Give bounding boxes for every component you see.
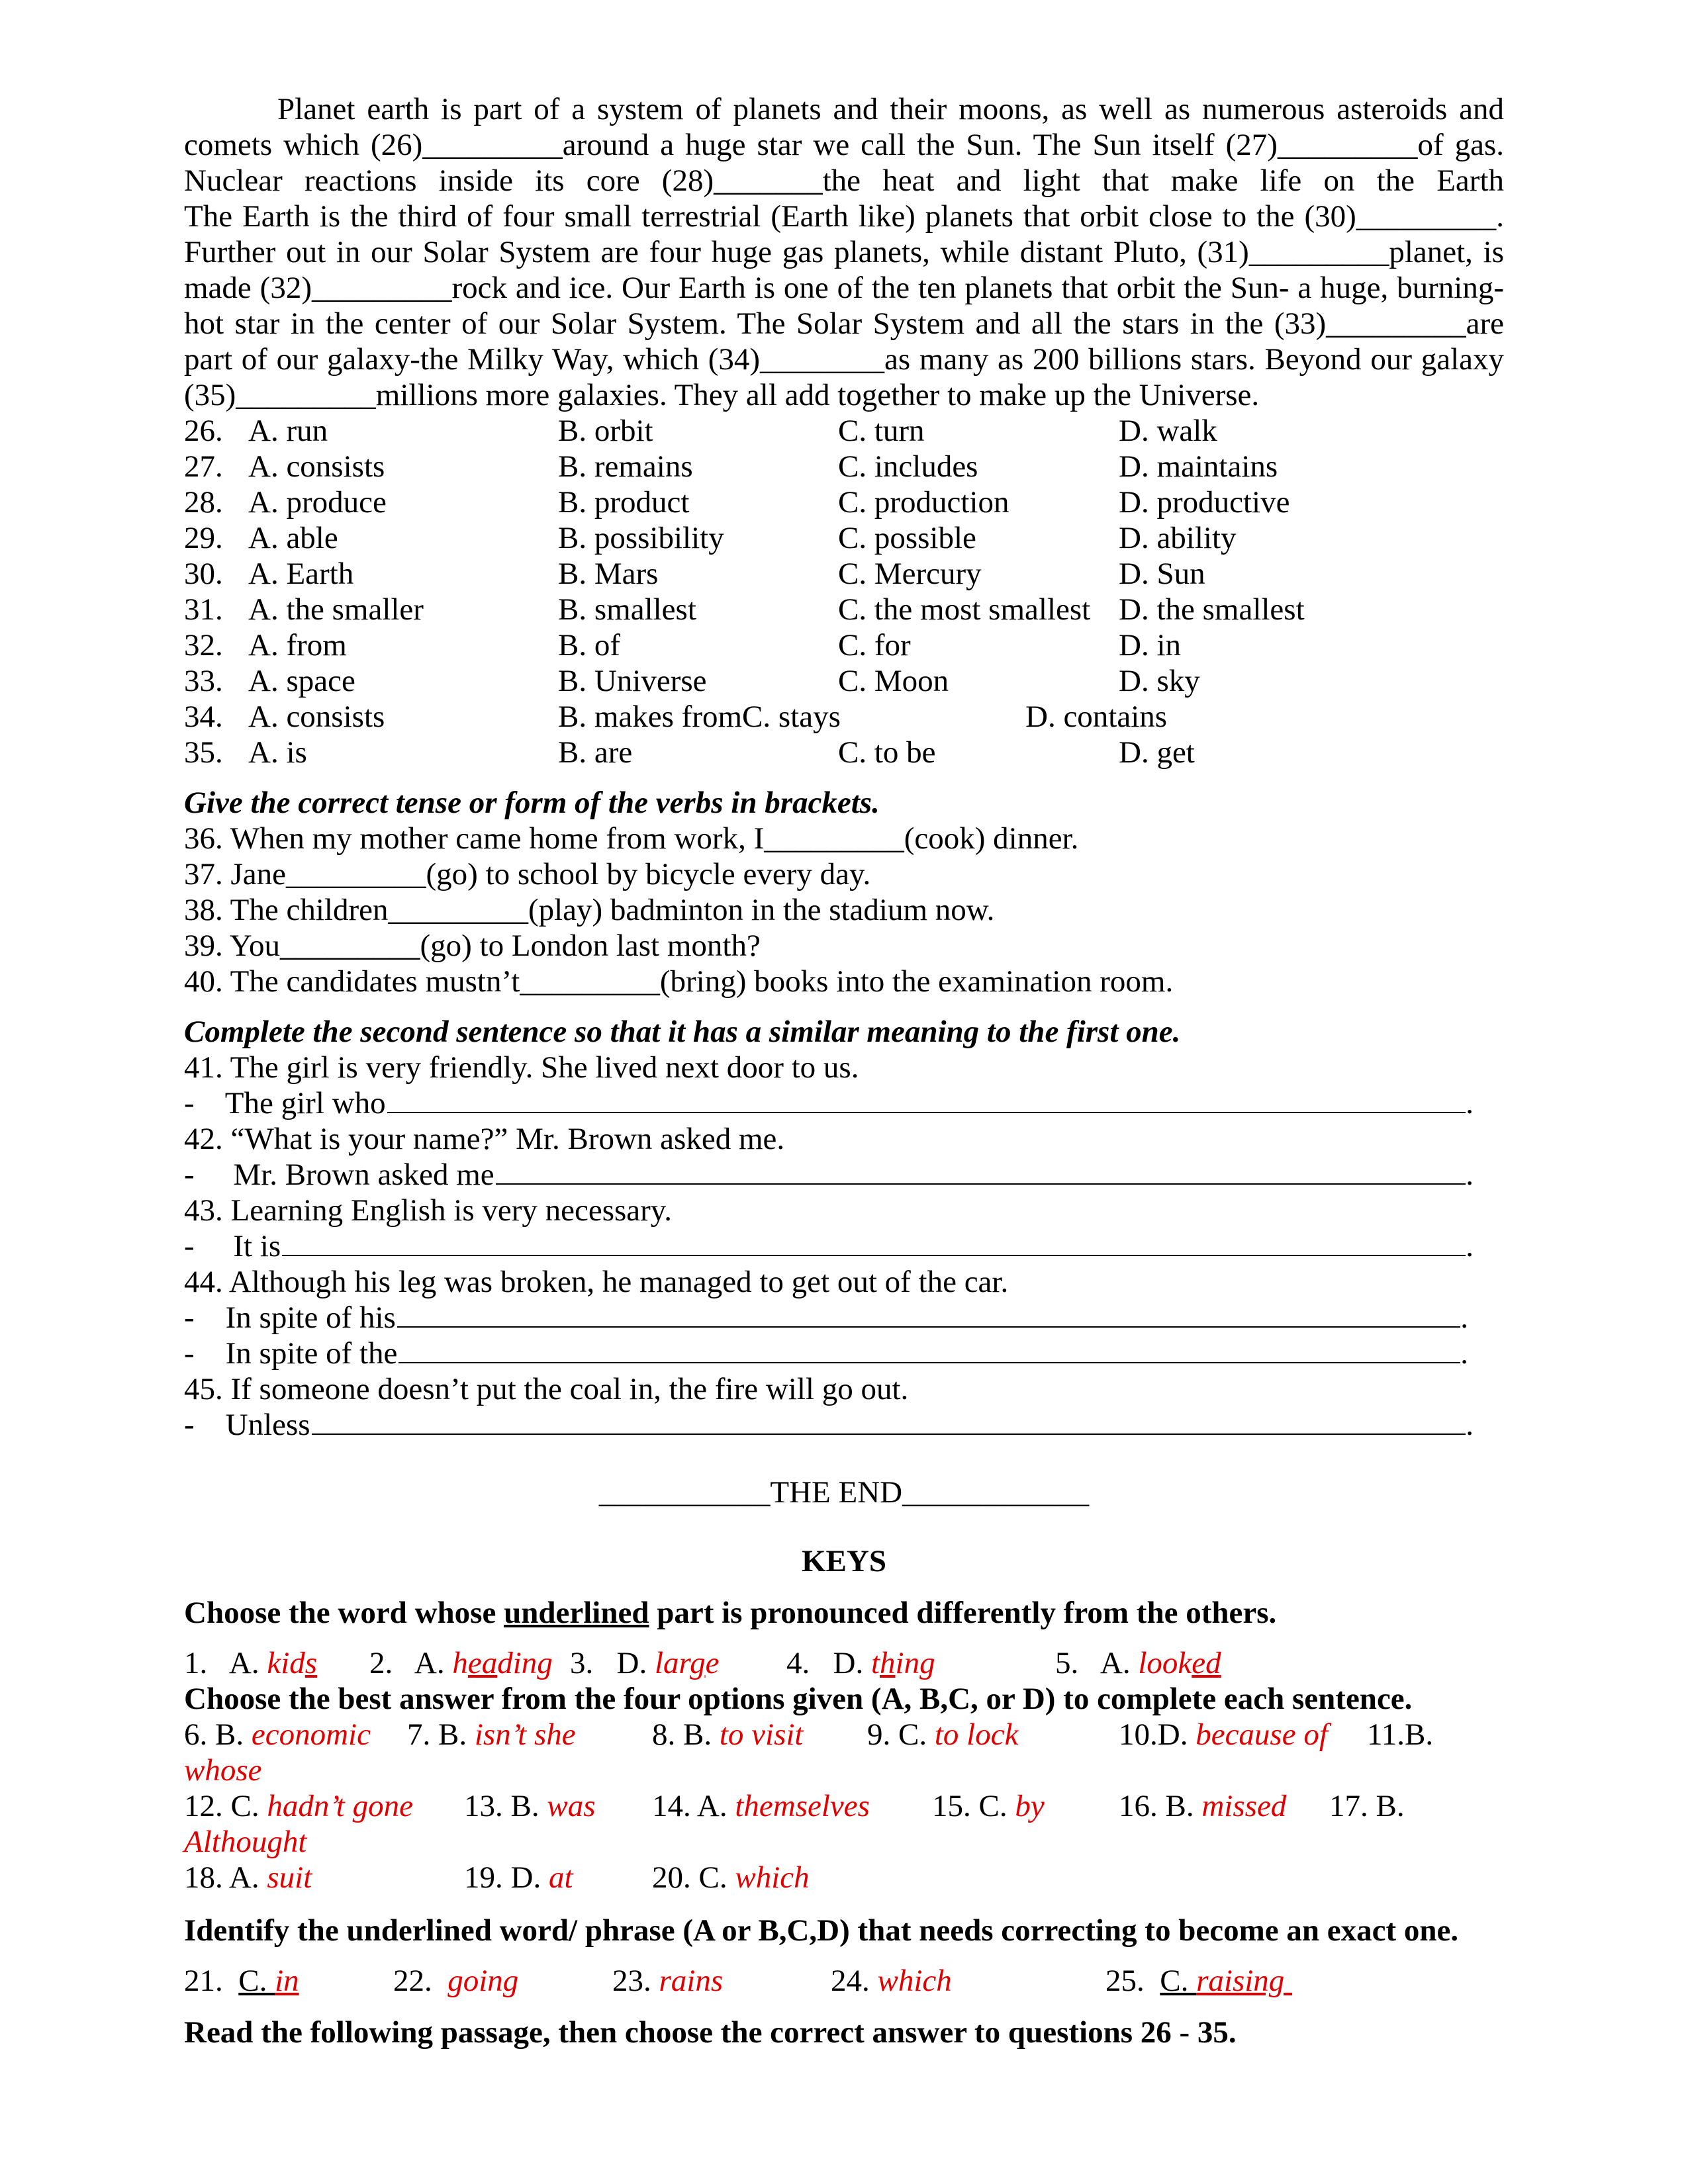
key-item — [1055, 1645, 1221, 1681]
options-list — [184, 413, 1504, 770]
option-b: B. orbit — [558, 414, 653, 448]
option-d: D. walk — [1119, 414, 1217, 448]
question-number: 34. — [184, 700, 223, 734]
question-number: 35. — [184, 735, 223, 770]
option-b: B. smallest — [558, 592, 696, 627]
key-underlined-part: ea — [467, 1646, 498, 1680]
option-b: B. Universe — [558, 664, 707, 698]
key-answer-rest: ing — [895, 1646, 935, 1680]
option-a: A. space — [248, 664, 355, 698]
key-item — [1367, 1717, 1433, 1752]
option-d: D. get — [1119, 735, 1195, 770]
question: 44. Although his leg was broken, he managed to get out of the car. — [184, 1265, 1009, 1299]
option-d: D. ability — [1119, 521, 1237, 555]
option-d: D. maintains — [1119, 449, 1278, 484]
key-answer: in — [275, 1964, 299, 1998]
option-a: A. consists — [248, 449, 385, 484]
section-heading: Give the correct tense or form of the verbs in brackets. — [184, 786, 880, 820]
answer-line — [184, 1157, 1474, 1193]
key-item — [570, 1645, 719, 1681]
key-item — [184, 1717, 371, 1752]
question-number: 30. — [184, 557, 223, 591]
option-row — [184, 592, 1504, 627]
question: 41. The girl is very friendly. She lived next door to us. — [184, 1050, 859, 1085]
keys-row — [184, 1860, 1504, 1895]
key-answer: rains — [659, 1964, 724, 1998]
key-item — [1119, 1788, 1286, 1824]
key-item — [184, 1645, 317, 1681]
option-d: D. Sun — [1119, 557, 1205, 591]
period: . — [1466, 1086, 1474, 1120]
key-underlined-part: h — [880, 1646, 896, 1680]
key-answer: economic — [251, 1717, 371, 1752]
key-answer: whose — [184, 1753, 262, 1788]
option-c: C. possible — [838, 521, 976, 555]
key-label: 13. B. — [464, 1789, 547, 1823]
period: . — [1460, 1336, 1468, 1371]
question-number: 27. — [184, 449, 223, 484]
key-answer: was — [547, 1789, 596, 1823]
key-answer-rest: e — [705, 1646, 720, 1680]
key-label: 18. A. — [184, 1860, 267, 1895]
key-answer: hadn’t gone — [267, 1789, 413, 1823]
key-label: 15. C. — [932, 1789, 1015, 1823]
option-row — [184, 627, 1504, 663]
key-item — [464, 1860, 573, 1895]
question: 42. “What is your name?” Mr. Brown asked me. — [184, 1122, 785, 1156]
period: . — [1466, 1158, 1474, 1192]
option-a: A. able — [248, 521, 338, 555]
key-item — [1105, 1963, 1292, 1999]
keys-row — [184, 1645, 1504, 1681]
key-answer: to lock — [934, 1717, 1019, 1752]
question-number: 26. — [184, 414, 223, 448]
period: . — [1460, 1300, 1468, 1335]
answer-blank — [387, 1085, 1466, 1113]
key-underlined-part: ed — [1192, 1646, 1221, 1680]
key-item — [184, 1860, 312, 1895]
passage — [184, 91, 1504, 413]
option-row — [184, 663, 1504, 699]
question-number: 28. — [184, 485, 223, 520]
key-label: 5. A. — [1055, 1646, 1139, 1680]
key-item — [369, 1645, 553, 1681]
key-label: 20. C. — [652, 1860, 735, 1895]
key-label: 6. B. — [184, 1717, 252, 1752]
question-number: 33. — [184, 664, 223, 698]
option-d: D. productive — [1119, 485, 1290, 520]
key-answer: to visit — [719, 1717, 804, 1752]
key-answer: raising — [1196, 1964, 1293, 1998]
question: 45. If someone doesn’t put the coal in, the fire will go out. — [184, 1372, 909, 1406]
option-row — [184, 520, 1504, 556]
keys-title: KEYS — [802, 1544, 886, 1578]
key-label: 10.D. — [1119, 1717, 1196, 1752]
passage-line: The Earth is the third of four small terrestrial (Earth like) planets that orbit close to the (30)_________. — [184, 199, 1504, 234]
option-row — [184, 484, 1504, 520]
question: 40. The candidates mustn’t_________(bring) books into the examination room. — [184, 964, 1174, 999]
option-a: A. run — [248, 414, 328, 448]
key-item — [786, 1645, 935, 1681]
key-answer: h — [452, 1646, 468, 1680]
question: 38. The children_________(play) badminton in the stadium now. — [184, 893, 995, 927]
answer-line — [184, 1336, 1468, 1371]
key-label: 17. B. — [1329, 1789, 1405, 1823]
key-answer-rest: ding — [497, 1646, 553, 1680]
option-d: D. contains — [1025, 700, 1168, 734]
key-answer: t — [870, 1646, 880, 1680]
key-item — [652, 1717, 804, 1752]
answer-blank — [496, 1157, 1466, 1185]
document-page — [184, 91, 1504, 2050]
option-b: B. product — [558, 485, 690, 520]
option-a: A. produce — [248, 485, 387, 520]
passage-line: Nuclear reactions inside its core (28)_______the heat and light that make life on the Earth — [184, 163, 1504, 198]
keys-row — [184, 1788, 1504, 1824]
key-label: 8. B. — [652, 1717, 720, 1752]
key-label: 24. — [831, 1964, 878, 1998]
option-a: A. from — [248, 628, 347, 662]
key-label: 3. D. — [570, 1646, 655, 1680]
key-answer: look — [1138, 1646, 1192, 1680]
question: 39. You_________(go) to London last month? — [184, 929, 761, 963]
key-answer: kid — [267, 1646, 305, 1680]
section-heading: Complete the second sentence so that it has a similar meaning to the first one. — [184, 1015, 1181, 1049]
answer-line — [184, 1228, 1474, 1264]
passage-line: comets which (26)_________around a huge star we call the Sun. The Sun itself (27)_________of gas. — [184, 128, 1504, 162]
option-b: B. remains — [558, 449, 693, 484]
key-item — [393, 1963, 518, 1999]
key-label: 7. B. — [407, 1717, 475, 1752]
period: . — [1466, 1408, 1474, 1442]
answer-line — [184, 1407, 1474, 1443]
question: 36. When my mother came home from work, I_________(cook) dinner. — [184, 821, 1079, 856]
the-end: ___________THE END____________ — [598, 1475, 1090, 1510]
key-label: 19. D. — [464, 1860, 549, 1895]
key-item — [1119, 1717, 1328, 1752]
option-b: B. are — [558, 735, 633, 770]
key-answer: themselves — [735, 1789, 870, 1823]
question-number: 32. — [184, 628, 223, 662]
option-a: A. is — [248, 735, 307, 770]
key-item — [407, 1717, 576, 1752]
key-label: 16. B. — [1119, 1789, 1202, 1823]
option-c: C. the most smallest — [838, 592, 1091, 627]
key-item — [867, 1717, 1018, 1752]
passage-line: (35)_________millions more galaxies. They all add together to make up the Universe. — [184, 378, 1260, 412]
question-number: 31. — [184, 592, 223, 627]
option-c: C. to be — [838, 735, 936, 770]
option-a: A. consists — [248, 700, 385, 734]
key-answer: at — [548, 1860, 573, 1895]
key-label: 23. — [612, 1964, 659, 1998]
key-label: 25. — [1105, 1964, 1160, 1998]
option-d: D. sky — [1119, 664, 1200, 698]
key-underlined-part: g — [690, 1646, 706, 1680]
option-b: B. of — [558, 628, 620, 662]
question: 37. Jane_________(go) to school by bicycle every day. — [184, 857, 871, 891]
option-b: B. possibility — [558, 521, 724, 555]
option-c: C. Mercury — [838, 557, 982, 591]
option-row — [184, 699, 1504, 735]
passage-line: Planet earth is part of a system of planets and their moons, as well as numerous asteroids and — [277, 92, 1504, 126]
key-item — [932, 1788, 1045, 1824]
key-answer: which — [735, 1860, 810, 1895]
answer-prompt: - It is — [184, 1229, 281, 1263]
key-answer: which — [877, 1964, 952, 1998]
key-item — [652, 1860, 810, 1895]
key-answer: by — [1015, 1789, 1045, 1823]
option-c: C. includes — [838, 449, 978, 484]
passage-line: hot star in the center of our Solar System. The Solar System and all the stars in the (33)_________are — [184, 306, 1504, 341]
key-underlined-part: s — [305, 1646, 318, 1680]
key-label: 22. — [393, 1964, 448, 1998]
option-c: C. Moon — [838, 664, 949, 698]
question-number: 29. — [184, 521, 223, 555]
answer-prompt: - In spite of the — [184, 1336, 398, 1371]
answer-blank — [397, 1300, 1460, 1328]
period: . — [1466, 1229, 1474, 1263]
key-item — [184, 1963, 299, 1999]
key-label: 14. A. — [652, 1789, 735, 1823]
key-answer: going — [447, 1964, 519, 1998]
key-answer: lar — [654, 1646, 690, 1680]
passage-line: made (32)_________rock and ice. Our Earth is one of the ten planets that orbit the Sun- a huge, burning- — [184, 271, 1504, 305]
answer-prompt: - Mr. Brown asked me — [184, 1158, 494, 1192]
keys-heading: Identify the underlined word/ phrase (A or B,C,D) that needs correcting to become an exact one. — [184, 1913, 1459, 1948]
answer-blank — [282, 1228, 1466, 1256]
answer-prompt: - The girl who — [184, 1086, 386, 1120]
key-label: 11.B. — [1367, 1717, 1434, 1752]
option-d: D. in — [1119, 628, 1181, 662]
passage-line: Further out in our Solar System are four huge gas planets, while distant Pluto, (31)_________planet, is — [184, 235, 1504, 269]
option-row — [184, 556, 1504, 592]
keys-heading: Read the following passage, then choose the correct answer to questions 26 - 35. — [184, 2015, 1237, 2050]
key-option: C. — [238, 1964, 275, 1998]
keys-heading: Choose the word whose underlined part is pronounced differently from the others. — [184, 1596, 1277, 1630]
keys-heading: Choose the best answer from the four options given (A, B,C, or D) to complete each sentence. — [184, 1682, 1413, 1716]
answer-blank — [312, 1407, 1466, 1435]
key-item — [1329, 1788, 1405, 1824]
answer-line — [184, 1300, 1468, 1336]
key-label: 2. A. — [369, 1646, 453, 1680]
key-label: 12. C. — [184, 1789, 267, 1823]
answer-prompt: - Unless — [184, 1408, 310, 1442]
answer-line — [184, 1085, 1474, 1121]
key-label: 21. — [184, 1964, 239, 1998]
keys-row — [184, 1717, 1504, 1752]
option-c: C. for — [838, 628, 911, 662]
answer-blank — [399, 1336, 1460, 1363]
option-row — [184, 449, 1504, 484]
option-row — [184, 735, 1504, 770]
key-answer: isn’t she — [474, 1717, 576, 1752]
key-item — [464, 1788, 596, 1824]
option-a: A. Earth — [248, 557, 354, 591]
option-row — [184, 413, 1504, 449]
key-option: C. — [1160, 1964, 1197, 1998]
key-item — [184, 1788, 413, 1824]
option-a: A. the smaller — [248, 592, 424, 627]
passage-line: part of our galaxy-the Milky Way, which (34)________as many as 200 billions stars. Beyond our galaxy — [184, 342, 1504, 377]
keys-row — [184, 1963, 1504, 1999]
key-answer: Althought — [184, 1825, 307, 1859]
key-label: 9. C. — [867, 1717, 935, 1752]
key-label: 4. D. — [786, 1646, 871, 1680]
key-item — [831, 1963, 952, 1999]
key-answer: because of — [1196, 1717, 1328, 1752]
option-c: C. production — [838, 485, 1009, 520]
key-answer: suit — [267, 1860, 312, 1895]
option-d: D. the smallest — [1119, 592, 1305, 627]
answer-prompt: - In spite of his — [184, 1300, 396, 1335]
key-answer: missed — [1201, 1789, 1287, 1823]
option-b: B. Mars — [558, 557, 659, 591]
option-b: B. makes fromC. stays — [558, 700, 841, 734]
question: 43. Learning English is very necessary. — [184, 1193, 672, 1228]
key-label: 1. A. — [184, 1646, 267, 1680]
option-c: C. turn — [838, 414, 925, 448]
key-item — [612, 1963, 723, 1999]
key-item — [652, 1788, 870, 1824]
